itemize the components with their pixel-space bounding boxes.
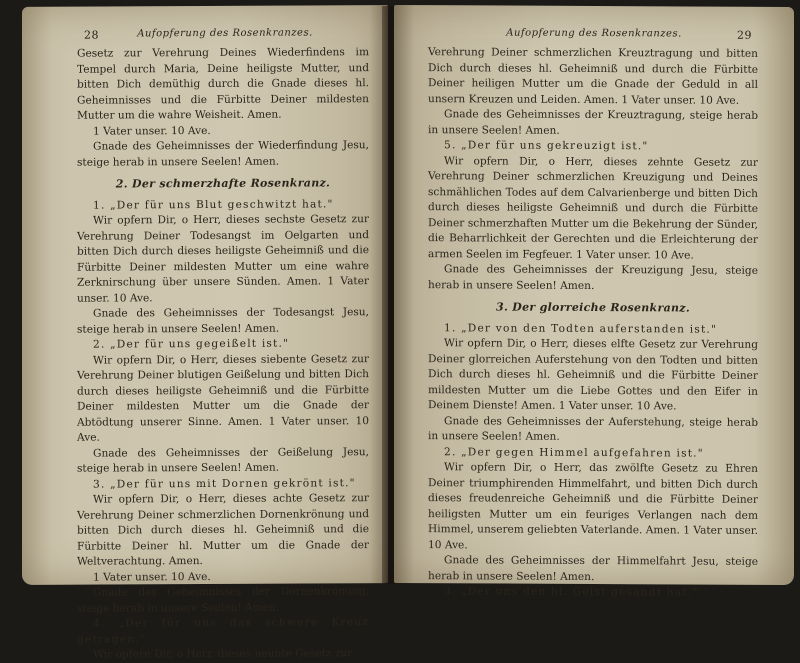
right-running-title: Aufopferung des Rosenkranzes. (506, 27, 682, 40)
paragraph: Gnade des Geheimnisses der Dornenkrönung, steige herab in unsere Seelen! Amen. (77, 585, 369, 615)
paragraph: Gnade des Geheimnisses der Himmelfahrt Jesu, steige herab in unsere Seelen! Amen. (428, 554, 758, 583)
mystery-title: 2. „Der gegen Himmel aufgefahren ist." (444, 445, 704, 460)
paragraph: Gnade des Geheimnisses der Auferstehung, steige herab in unsere Seelen! Amen. (428, 414, 758, 443)
left-page-number: 28 (84, 28, 99, 42)
open-book (22, 6, 800, 661)
left-running-title: Aufopferung des Rosenkranzes. (137, 27, 313, 40)
mystery-title: 1. „Der von den Todten auferstanden ist." (444, 321, 718, 336)
left-running-header (22, 27, 388, 45)
mystery-title: 3. „Der für uns mit Dornen gekrönt ist." (93, 476, 356, 491)
left-page-text (77, 45, 369, 663)
paragraph: Wir opfern Dir, o Herr, dieses neunte Gesetz zur (93, 647, 353, 661)
right-page-number: 29 (737, 28, 752, 42)
left-page (22, 5, 388, 661)
paragraph: Gesetz zur Verehrung Deines Wiederfindens im Tempel durch Maria, Deine heiligste Mutter, und bitten Dich demüthig durch die Gnade dieses hl. Geheimnisses und die Fürbitte Deiner mildesten Mutter um die wahre Weisheit. Amen. (77, 46, 369, 122)
paragraph: Gnade des Geheimnisses der Kreuzigung Jesu, steige herab in unsere Seelen! Amen. (428, 263, 758, 292)
paragraph: Gnade des Geheimnisses der Kreuztragung, steige herab in unsere Seelen! Amen. (428, 108, 758, 137)
paragraph: Wir opfern Dir, o Herr, das zwölfte Gesetz zu Ehren Deiner triumphirenden Himmelfahrt, und bitten Dich durch dieses freudenreiche Geheimniß und die Fürbitte Deiner heiligsten Mutter um ein feuriges Verlangen nach dem Himmel, unserem geliebten Vaterlande. Amen. 1 Vater unser. 10 Ave. (428, 461, 758, 551)
paragraph: Wir opfern Dir, o Herr, dieses elfte Gesetz zur Verehrung Deiner glorreichen Auferstehung von den Todten und bitten Dich durch dieses hl. Geheimniß und die Fürbitte Deiner mildesten Mutter um die Liebe Gottes und den Eifer in Deinem Dienste! Amen. 1 Vater unser. 10 Ave. (428, 337, 758, 413)
paragraph: 1 Vater unser. 10 Ave. (93, 124, 211, 138)
right-running-header (394, 27, 794, 45)
paragraph: Verehrung Deiner schmerzlichen Kreuztragung und bitten Dich durch dieses hl. Geheimniß und durch die Fürbitte Deiner heiligen Mutter um die Gnade der Geduld in all unsern Kreuzen und Leiden. Amen. 1 Vater unser. 10 Ave. (428, 46, 758, 107)
right-page-text (428, 45, 758, 601)
paragraph: Gnade des Geheimnisses der Wiederfindung Jesu, steige herab in unsere Seelen! Amen. (77, 139, 369, 169)
section-heading: 3. Der glorreiche Rosenkranz. (496, 300, 690, 315)
mystery-title: 3. „Der uns den hl. Geist gesandt hat." (444, 585, 699, 599)
mystery-title: 4. „Der für uns das schwere Kreuz getragen." (77, 616, 369, 646)
mystery-title: 2. „Der für uns gegeißelt ist." (93, 337, 290, 351)
paragraph: Gnade des Geheimnisses der Geißelung Jesu, steige herab in unsere Seelen! Amen. (77, 445, 369, 475)
paragraph: Wir opfern Dir, o Herr, dieses zehnte Gesetz zur Verehrung Deiner schmerzlichen Kreuzigung und Deines schmählichen Todes auf dem Calvarienberge und bitten Dich durch dieses heiligste Geheimniß und durch die Fürbitte Deiner schmerzhaften Mutter um die Bekehrung der Sünder, die Beharrlichkeit der Gerechten und die Erleichterung der armen Seelen im Fegfeuer. 1 Vater unser. 10 Ave. (428, 154, 758, 262)
mystery-title: 1. „Der für uns Blut geschwitzt hat." (93, 197, 334, 212)
right-page (394, 5, 794, 599)
paragraph: Wir opfern Dir, o Herr, dieses achte Gesetz zur Verehrung Deiner schmerzlichen Dornenkrönung und bitten Dich durch dieses hl. Geheimniß und die Fürbitte Deiner hl. Mutter um die Gnade der Weltverachtung. Amen. (77, 492, 369, 568)
paragraph: Wir opfern Dir, o Herr, dieses siebente Gesetz zur Verehrung Deiner blutigen Geißelung und bitten Dich durch dieses heiligste Geheimniß und die Fürbitte Deiner mildesten Mutter um die Gnade der Abtödtung unserer Sinne. Amen. 1 Vater unser. 10 Ave. (77, 352, 369, 444)
paragraph: Wir opfern Dir, o Herr, dieses sechste Gesetz zur Verehrung Deiner Todesangst im Oelgarten und bitten Dich durch dieses heiligste Geheimniß und die Fürbitte Deiner mildesten Mutter um eine wahre Zerknirschung über unsere Sünden. Amen. 1 Vater unser. 10 Ave. (77, 213, 369, 305)
paragraph: 1 Vater unser. 10 Ave. (93, 570, 211, 584)
mystery-title: 5. „Der für uns gekreuzigt ist." (444, 139, 649, 153)
section-heading: 2. Der schmerzhafte Rosenkranz. (115, 176, 331, 191)
paragraph: Gnade des Geheimnisses der Todesangst Jesu, steige herab in unsere Seelen! Amen. (77, 306, 369, 336)
